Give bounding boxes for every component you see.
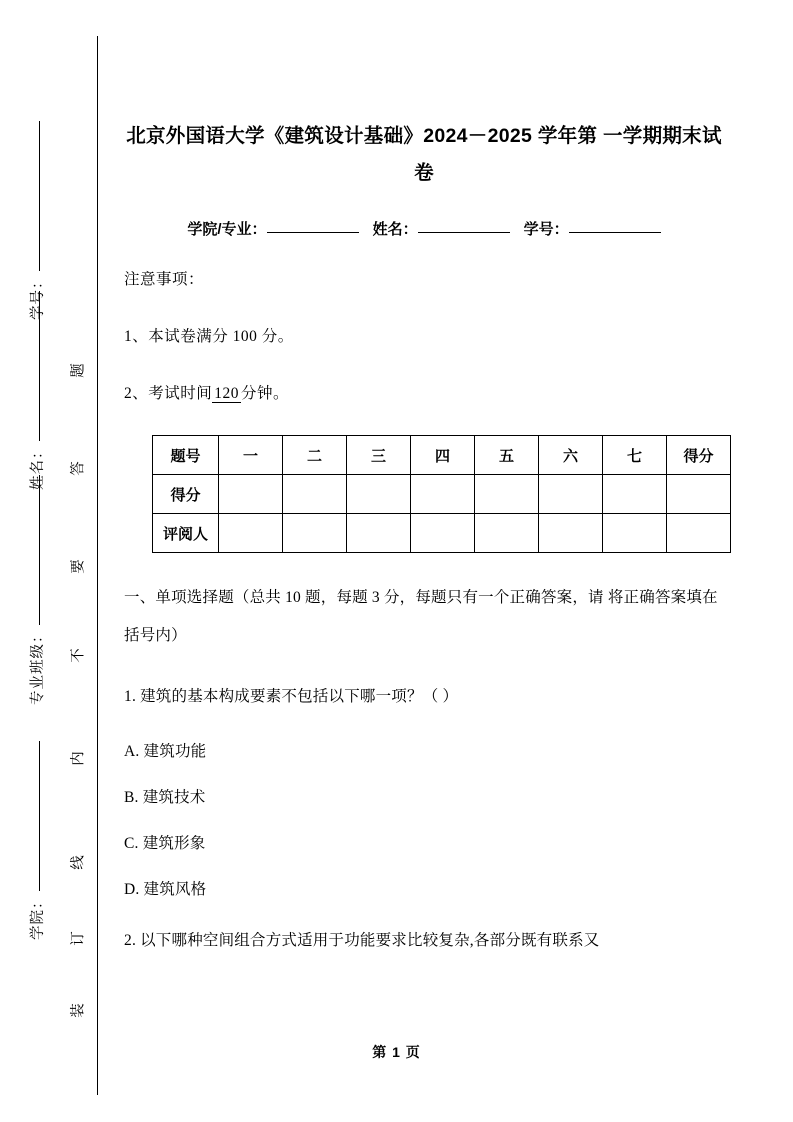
score-table-header-4: 四 (411, 436, 475, 475)
question-1-option-a-letter: A. (124, 743, 140, 760)
notice-item-2-prefix: 2、考试时间 (124, 385, 213, 402)
question-1-option-c-text: 建筑形象 (142, 835, 206, 852)
college-major-field (187, 218, 358, 239)
page-footer (0, 1042, 793, 1062)
page-title-line1: 北京外国语大学《建筑设计基础》2024－2025 学年第 (126, 125, 598, 147)
question-2-text: 以下哪种空间组合方式适用于功能要求比较复杂,各部分既有联系又 (140, 932, 600, 949)
binding-field-name-label: 姓名： (30, 443, 46, 490)
binding-field-college (26, 680, 47, 940)
question-1-option-a[interactable] (124, 715, 724, 761)
section-heading-line1: 一、单项选择题（总共 10 题，每题 3 分，每题只有一个正确答案，请 (124, 589, 604, 606)
name-field (373, 218, 510, 239)
notice-heading: 注意事项： (124, 271, 205, 288)
binding-vertical-rule (97, 36, 98, 1095)
name-label: 姓名： (372, 221, 418, 238)
question-1-option-b[interactable] (124, 761, 724, 807)
student-info-line (124, 218, 724, 239)
question-1-option-b-text: 建筑技术 (142, 789, 206, 806)
table-row (153, 475, 731, 514)
score-row-label-grader: 评阅人 (153, 514, 219, 553)
grader-cell[interactable] (283, 514, 347, 553)
page-title (124, 0, 724, 192)
grader-cell[interactable] (347, 514, 411, 553)
seal-char-6: 订 (70, 931, 87, 946)
score-table-header-7: 七 (603, 436, 667, 475)
question-1-option-c-letter: C. (124, 835, 139, 852)
binding-field-class-rule (39, 476, 40, 626)
score-cell[interactable] (475, 475, 539, 514)
grader-cell[interactable] (539, 514, 603, 553)
question-2 (124, 899, 724, 959)
score-row-label-score: 得分 (153, 475, 219, 514)
exam-content (124, 0, 724, 1122)
question-1-number: 1. (124, 688, 137, 705)
score-cell[interactable] (219, 475, 283, 514)
score-table (152, 435, 731, 553)
question-1-option-d-letter: D. (124, 881, 140, 898)
table-row (153, 436, 731, 475)
notice-item-2-suffix: 分钟。 (241, 385, 290, 402)
notice-item-1: 1、本试卷满分 100 分。 (124, 328, 294, 345)
grader-cell[interactable] (475, 514, 539, 553)
seal-char-2: 要 (70, 559, 87, 574)
seal-char-4: 内 (70, 751, 87, 766)
seal-char-7: 装 (70, 1003, 87, 1018)
student-id-label: 学号： (523, 221, 569, 238)
question-2-number: 2. (124, 932, 137, 949)
binding-field-class (26, 445, 47, 705)
binding-field-college-rule (39, 742, 40, 892)
seal-char-5: 线 (70, 855, 87, 870)
binding-field-college-label: 学院： (30, 893, 46, 940)
question-1-option-d[interactable] (124, 853, 724, 899)
section-heading-line2: 将正确答案填在括号内） (124, 589, 718, 644)
section-heading-multiple-choice (124, 553, 724, 655)
grader-cell[interactable] (603, 514, 667, 553)
question-1-option-d-text: 建筑风格 (143, 881, 207, 898)
score-cell[interactable] (283, 475, 347, 514)
page-title-line2: 一学期期末试卷 (414, 125, 722, 184)
page-number-label: 第 1 页 (372, 1044, 421, 1060)
question-1-option-c[interactable] (124, 807, 724, 853)
score-table-header-1: 一 (219, 436, 283, 475)
college-major-label: 学院/专业： (187, 221, 267, 238)
score-cell[interactable] (539, 475, 603, 514)
student-id-blank[interactable] (569, 232, 661, 233)
score-table-header-0: 题号 (153, 436, 219, 475)
grader-cell[interactable] (219, 514, 283, 553)
score-table-header-6: 六 (539, 436, 603, 475)
notice-item-2 (124, 346, 724, 403)
seal-char-0: 题 (70, 363, 87, 378)
score-table-container (124, 435, 724, 553)
binding-field-name-rule (39, 292, 40, 442)
score-cell[interactable] (347, 475, 411, 514)
grader-cell[interactable] (667, 514, 731, 553)
question-1-text: 建筑的基本构成要素不包括以下哪一项？（ ） (140, 688, 459, 705)
name-blank[interactable] (418, 232, 510, 233)
score-cell[interactable] (667, 475, 731, 514)
question-1-option-b-letter: B. (124, 789, 139, 806)
binding-margin (0, 0, 110, 1122)
question-1 (124, 655, 724, 715)
exam-duration-value: 120 (214, 385, 240, 402)
table-row (153, 514, 731, 553)
seal-char-1: 答 (70, 461, 87, 476)
score-cell[interactable] (603, 475, 667, 514)
score-cell[interactable] (411, 475, 475, 514)
seal-char-3: 不 (70, 648, 87, 663)
binding-field-class-label: 专业班级： (30, 627, 46, 705)
score-table-header-2: 二 (283, 436, 347, 475)
grader-cell[interactable] (411, 514, 475, 553)
student-id-field (524, 218, 661, 239)
question-1-option-a-text: 建筑功能 (143, 743, 207, 760)
score-table-header-5: 五 (475, 436, 539, 475)
college-major-blank[interactable] (267, 232, 359, 233)
score-table-header-8: 得分 (667, 436, 731, 475)
binding-field-student-id-label: 学号： (30, 273, 46, 320)
score-table-header-3: 三 (347, 436, 411, 475)
